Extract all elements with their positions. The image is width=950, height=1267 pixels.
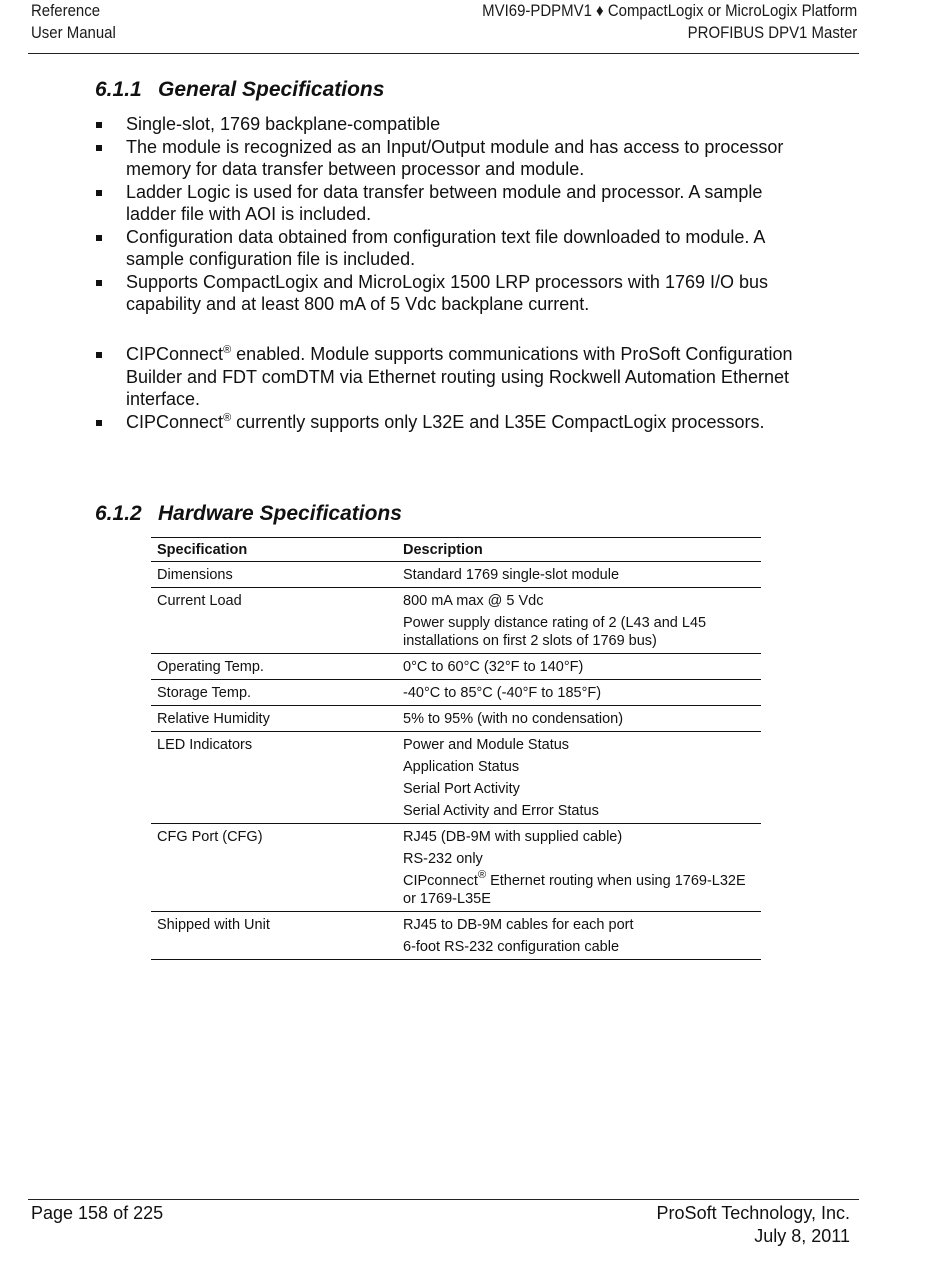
header-divider <box>28 53 859 54</box>
table-row <box>151 732 761 824</box>
publish-date: July 8, 2011 <box>754 1226 850 1246</box>
table-row <box>151 824 761 912</box>
footer-publisher <box>657 1202 850 1248</box>
registered-mark: ® <box>223 344 232 356</box>
spec-cell: CFG Port (CFG) <box>151 824 397 912</box>
header-manual-type: User Manual <box>31 23 116 42</box>
list-item: Configuration data obtained from configuration text file downloaded to module. A sample configuration file is included. <box>95 226 795 271</box>
list-item: CIPConnect® currently supports only L32E and L35E CompactLogix processors. <box>95 411 795 434</box>
list-item: The module is recognized as an Input/Output module and has access to processor memory for data transfer between processor and module. <box>95 136 795 181</box>
spec-cell: Relative Humidity <box>151 706 397 732</box>
list-item: Supports CompactLogix and MicroLogix 1500 LRP processors with 1769 I/O bus capability and at least 800 mA of 5 Vdc backplane current. <box>95 271 795 316</box>
desc-cell: Standard 1769 single-slot module <box>397 562 761 588</box>
section-title: General Specifications <box>158 78 385 101</box>
spec-cell: Shipped with Unit <box>151 912 397 960</box>
column-header-specification: Specification <box>151 538 397 562</box>
registered-mark: ® <box>477 869 487 881</box>
header-product-subtitle: PROFIBUS DPV1 Master <box>687 23 857 42</box>
page-number: Page 158 of 225 <box>31 1203 164 1223</box>
list-item: Ladder Logic is used for data transfer between module and processor. A sample ladder file with AOI is included. <box>95 181 795 226</box>
general-specifications-heading <box>95 78 384 102</box>
running-header-right <box>482 0 857 44</box>
table-row <box>151 912 761 960</box>
footer-divider <box>28 1199 859 1200</box>
registered-mark: ® <box>223 411 232 424</box>
desc-cell: RJ45 (DB-9M with supplied cable) RS-232 only CIPconnect® Ethernet routing when using 1769-L32E or 1769-L35E <box>397 824 761 912</box>
table-row <box>151 680 761 706</box>
section-number: 6.1.2 <box>95 502 142 525</box>
hardware-specifications-table <box>151 537 761 960</box>
running-header-left <box>31 0 116 44</box>
table-row <box>151 562 761 588</box>
spec-cell: Current Load <box>151 588 397 654</box>
general-specifications-list <box>95 113 795 316</box>
desc-cell: 5% to 95% (with no condensation) <box>397 706 761 732</box>
section-title: Hardware Specifications <box>158 502 402 525</box>
cipconnect-list <box>95 343 795 433</box>
desc-cell: -40°C to 85°C (-40°F to 185°F) <box>397 680 761 706</box>
header-document-type: Reference <box>31 1 101 20</box>
spec-cell: LED Indicators <box>151 732 397 824</box>
desc-cell: 800 mA max @ 5 Vdc Power supply distance rating of 2 (L43 and L45 installations on first 2 slots of 1769 bus) <box>397 588 761 654</box>
column-header-description: Description <box>397 538 761 562</box>
company-name: ProSoft Technology, Inc. <box>656 1203 850 1223</box>
spec-cell: Dimensions <box>151 562 397 588</box>
desc-cell: 0°C to 60°C (32°F to 140°F) <box>397 654 761 680</box>
section-number: 6.1.1 <box>95 78 142 101</box>
desc-cell: RJ45 to DB-9M cables for each port 6-foot RS-232 configuration cable <box>397 912 761 960</box>
table-row <box>151 654 761 680</box>
spec-cell: Storage Temp. <box>151 680 397 706</box>
hardware-specifications-heading <box>95 502 402 526</box>
table-row <box>151 588 761 654</box>
desc-cell: Power and Module Status Application Status Serial Port Activity Serial Activity and Error Status <box>397 732 761 824</box>
list-item: CIPConnect® enabled. Module supports communications with ProSoft Configuration Builder and FDT comDTM via Ethernet routing using Rockwell Automation Ethernet interface. <box>95 343 795 411</box>
list-item: Single-slot, 1769 backplane-compatible <box>95 113 795 136</box>
table-row <box>151 706 761 732</box>
spec-cell: Operating Temp. <box>151 654 397 680</box>
header-product-title: MVI69-PDPMV1 ♦ CompactLogix or MicroLogix Platform <box>481 1 857 20</box>
table-header-row <box>151 538 761 562</box>
